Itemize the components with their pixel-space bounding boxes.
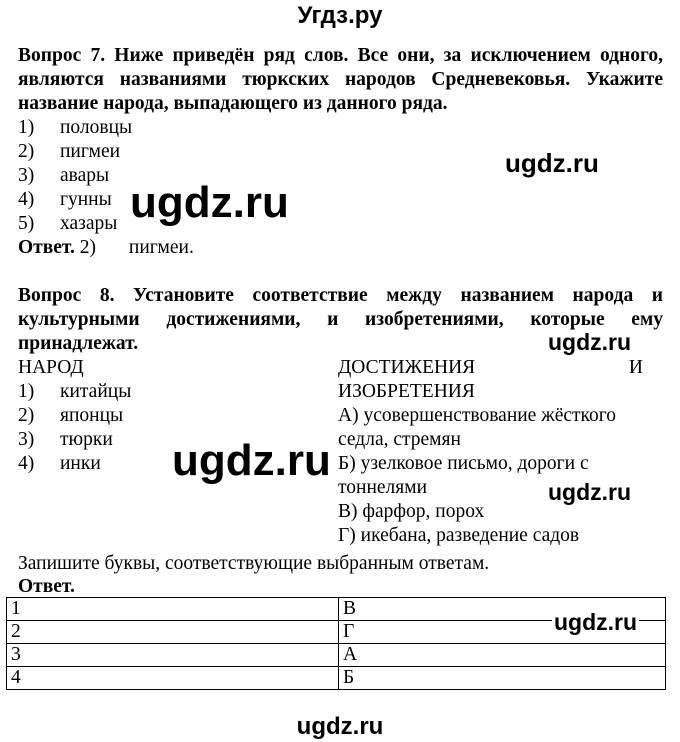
q8-left-text: тюрки	[60, 429, 113, 450]
q7-option-num: 3)	[18, 165, 35, 186]
q7-option-4	[18, 188, 112, 212]
q8-left-item-2	[18, 404, 123, 428]
q8-right-header-word2: И	[628, 357, 643, 378]
site-header: Угдз.ру	[297, 2, 383, 29]
q7-option-num: 4)	[18, 189, 35, 210]
table-cell-num: 2	[7, 621, 339, 644]
q8-left-num: 4)	[18, 453, 35, 474]
table-cell-letter: А	[339, 644, 666, 667]
q8-left-text: японцы	[60, 405, 124, 426]
q8-left-num: 1)	[18, 381, 35, 402]
q7-answer	[18, 236, 194, 260]
q7-option-2	[18, 140, 120, 164]
q8-right-column	[338, 356, 643, 548]
question-8-title: Вопрос 8. Установите соответствие между названием народа и культурными достижениями, и изобретениями, которые ему принадлежат.	[18, 285, 663, 354]
q7-answer-text: пигмеи.	[128, 237, 194, 258]
q8-left-num: 3)	[18, 429, 35, 450]
q8-right-item-b-line2: тоннелями	[338, 477, 428, 498]
watermark: ugdz.ru	[554, 609, 638, 635]
q8-left-text: инки	[60, 453, 101, 474]
q7-option-text: гунны	[60, 189, 112, 210]
watermark: ugdz.ru	[505, 148, 599, 178]
question-7-title: Вопрос 7. Ниже приведён ряд слов. Все они, за исключением одного, являются названиями тюркских народов Средневековья. Укажите название народа, выпадающего из данного ряда.	[18, 45, 663, 114]
q7-option-3	[18, 164, 109, 188]
q7-option-text: пигмеи	[60, 141, 121, 162]
table-cell-letter: В	[339, 598, 666, 621]
watermark: ugdz.ru	[548, 329, 632, 355]
q7-option-text: авары	[60, 165, 110, 186]
table-row	[7, 667, 666, 690]
q8-right-item-d: Г) икебана, разведение садов	[338, 525, 580, 546]
q8-right-item-a-line1: А) усовершенствование жёсткого	[338, 405, 617, 426]
table-cell-letter: Б	[339, 667, 666, 690]
q8-answer-label: Ответ.	[18, 576, 75, 597]
watermark: ugdz.ru	[172, 436, 331, 485]
q7-option-5	[18, 212, 117, 236]
table-row	[7, 644, 666, 667]
q8-left-item-3	[18, 428, 113, 452]
table-cell-num: 4	[7, 667, 339, 690]
q7-option-num: 5)	[18, 213, 35, 234]
site-footer: ugdz.ru	[296, 713, 384, 740]
q8-right-header-word1: ДОСТИЖЕНИЯ	[338, 357, 476, 378]
q8-left-header: НАРОД	[18, 357, 84, 378]
q8-left-num: 2)	[18, 405, 35, 426]
q8-left-item-1	[18, 380, 131, 404]
q7-option-1	[18, 116, 132, 140]
table-cell-letter: Г	[339, 621, 666, 644]
q7-answer-num: 2)	[79, 237, 97, 258]
table-cell-num: 1	[7, 598, 339, 621]
q8-right-header-line2: ИЗОБРЕТЕНИЯ	[338, 381, 475, 402]
q7-option-text: хазары	[60, 213, 118, 234]
q8-right-item-b-line1: Б) узелковое письмо, дороги с	[338, 453, 589, 474]
q8-left-item-4	[18, 452, 101, 476]
q8-left-text: китайцы	[60, 381, 132, 402]
q8-right-item-a-line2: седла, стремян	[338, 429, 461, 450]
q7-option-text: половцы	[60, 117, 133, 138]
table-cell-num: 3	[7, 644, 339, 667]
q8-right-header	[338, 356, 643, 380]
watermark: ugdz.ru	[548, 479, 632, 505]
q7-option-num: 1)	[18, 117, 35, 138]
watermark: ugdz.ru	[130, 178, 289, 227]
q8-instruction: Запишите буквы, соответствующие выбранным ответам.	[18, 553, 490, 574]
q8-right-item-c: В) фарфор, порох	[338, 501, 485, 522]
q7-answer-label: Ответ.	[18, 237, 75, 258]
q7-option-num: 2)	[18, 141, 35, 162]
